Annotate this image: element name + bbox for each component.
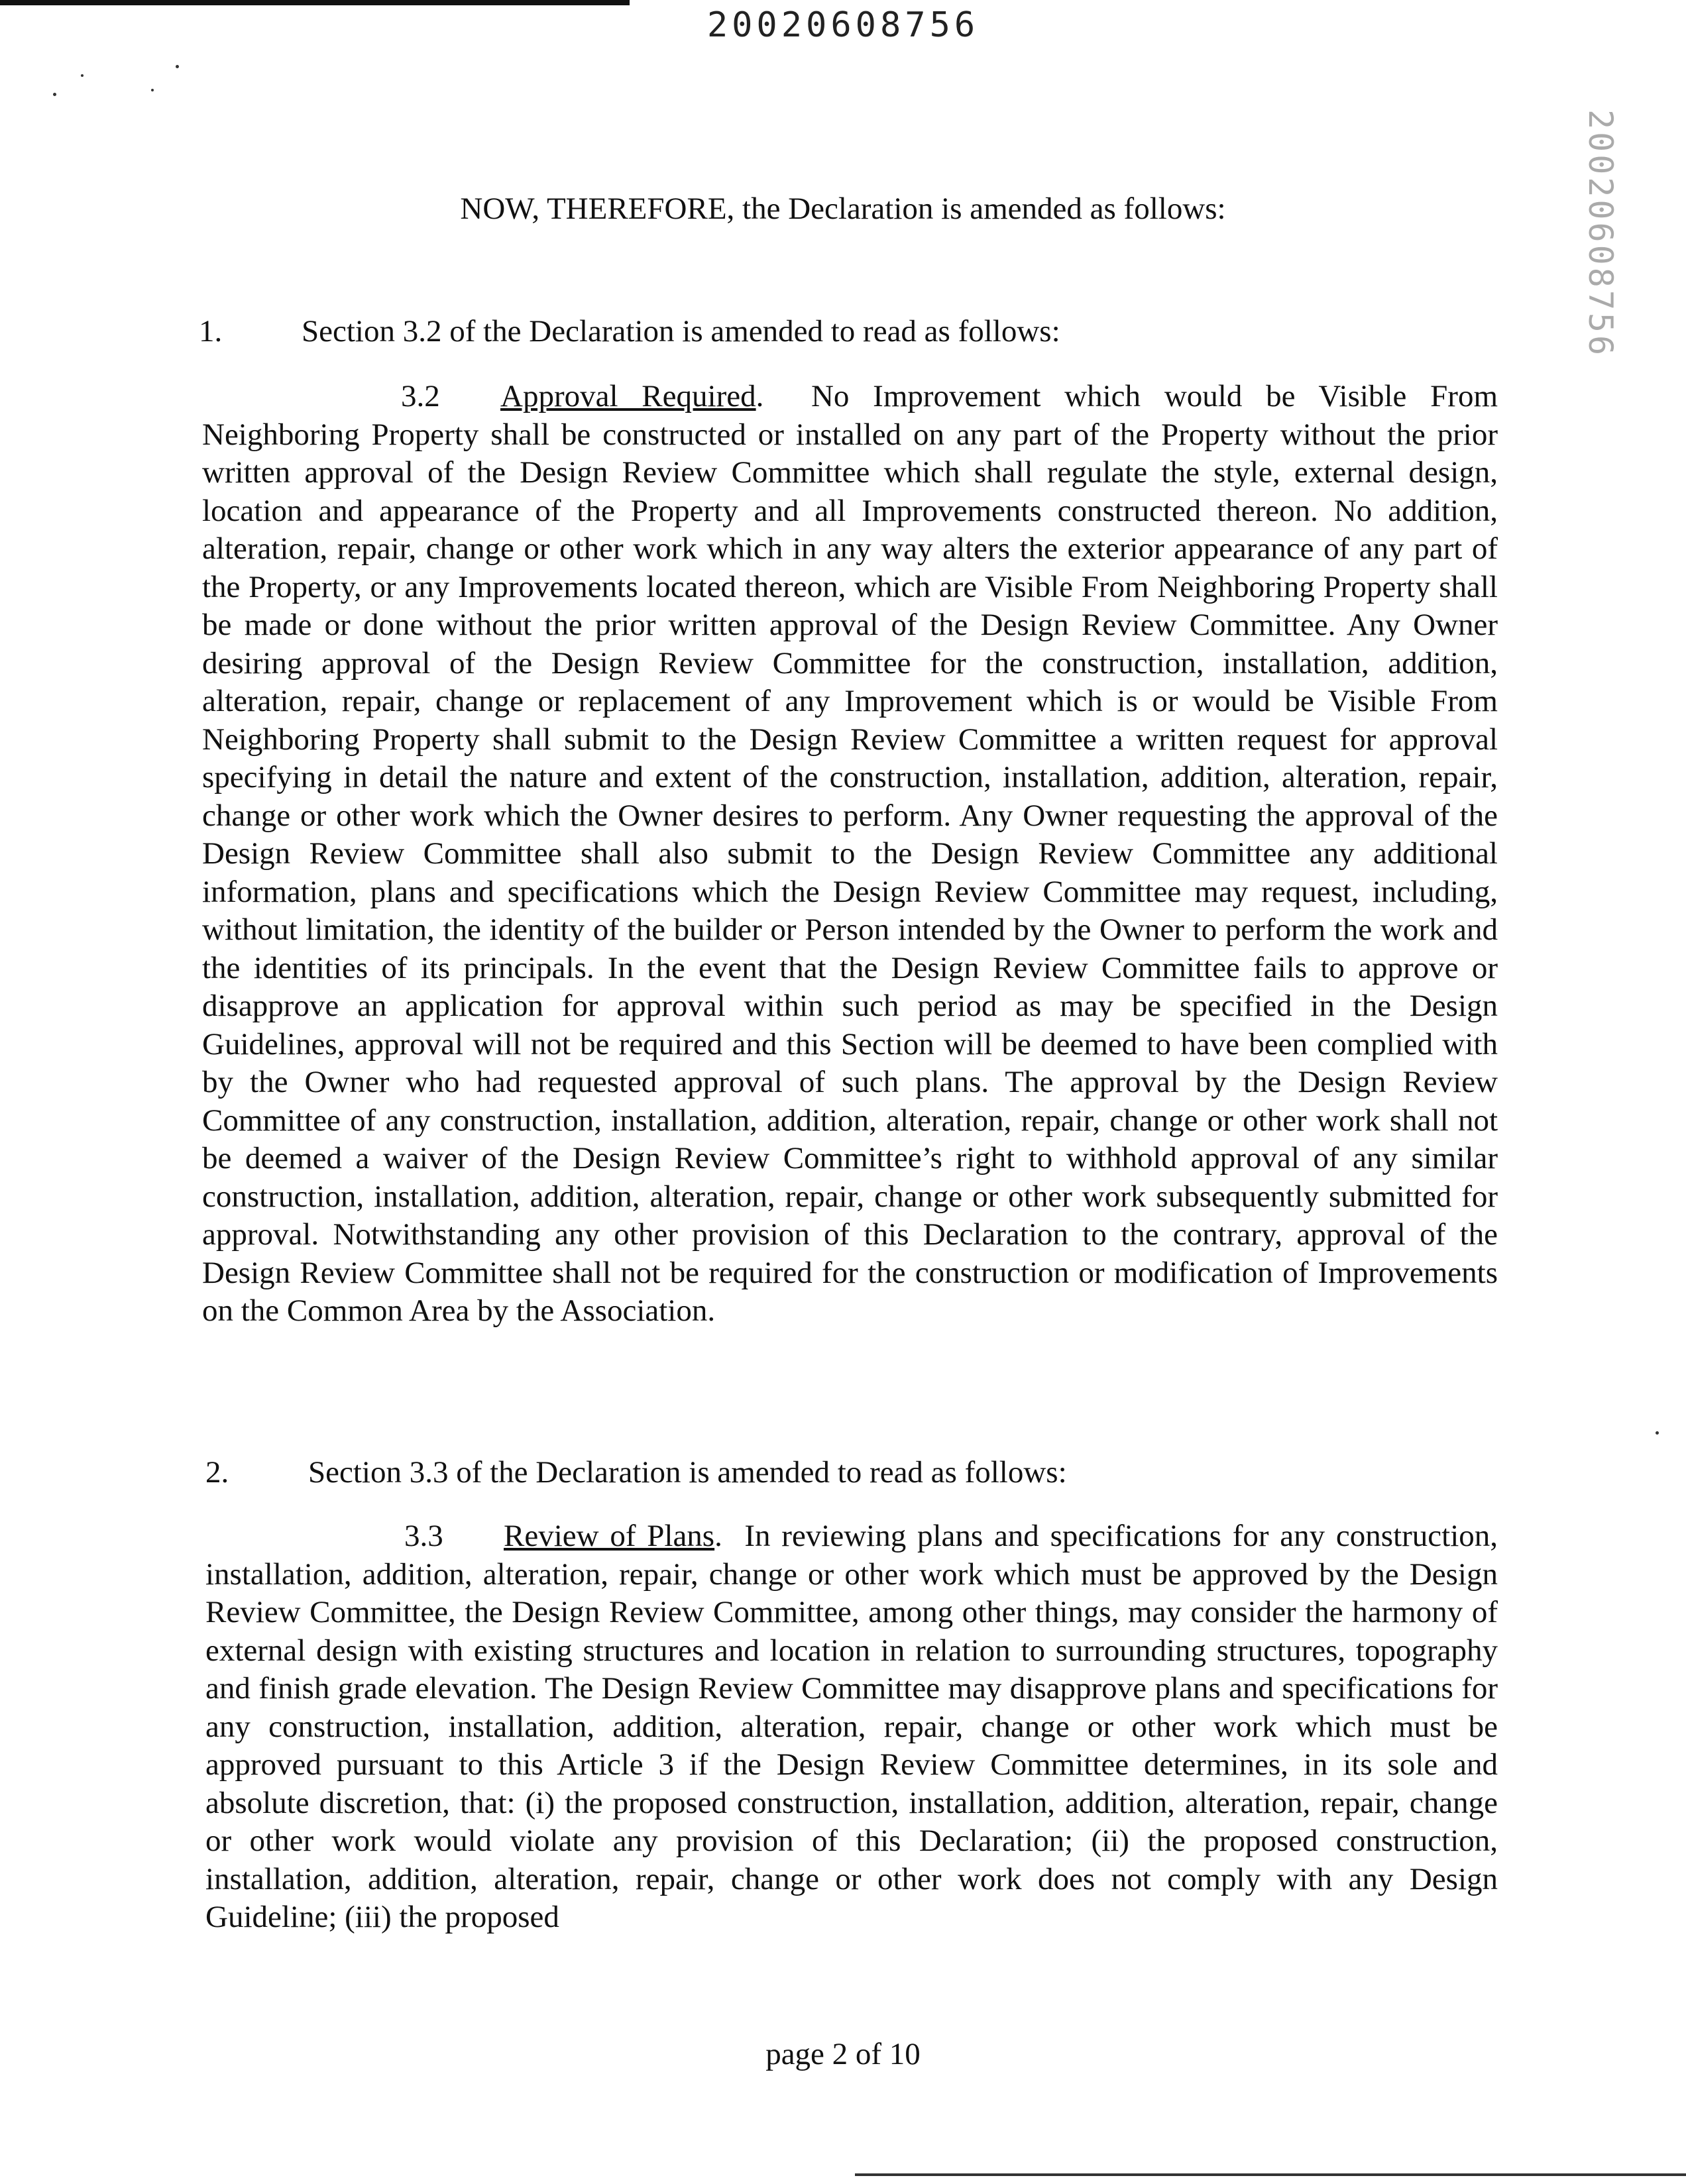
subsection-caption: Review of Plans (504, 1519, 715, 1553)
section-number: 1. (199, 314, 223, 349)
section-body: 3.2 Approval Required. No Improvement which would be Visible From Neighboring Property shall be constructed or installed on any part of the Property without the prior written approval of the Design Review Committee which shall regulate the style, external design, location and appearance of the Property and all Improvements constructed thereon. No addition, alteration, repair, change or other work which in any way alters the exterior appearance of any part of the Property, or any Improvements located thereon, which are Visible From Neighboring Property shall be made or done without the prior written approval of the Design Review Committee. Any Owner desiring approval of the Design Review Committee for the construction, installation, addition, alteration, repair, change or replacement of any Improvement which is or would be Visible From Neighboring Property shall submit to the Design Review Committee a written request for approval specifying in detail the nature and extent of the construction, installation, addition, alteration, repair, change or other work which the Owner desires to perform. Any Owner requesting the approval of the Design Review Committee shall also submit to the Design Review Committee any additional information, plans and specifications which the Design Review Committee may request, including, without limitation, the identity of the builder or Person intended by the Owner to perform the work and the identities of its principals. In the event that the Design Review Committee fails to approve or disapprove an application for approval within such period as may be specified in the Design Guidelines, approval will not be required and this Section will be deemed to have been complied with by the Owner who had requested approval of such plans. The approval by the Design Review Committee of any construction, installation, addition, alteration, repair, change or other work shall not be deemed a waiver of the Design Review Committee’s right to withhold approval of any similar construction, installation, addition, alteration, repair, change or other work subsequently submitted for approval. Notwithstanding any other provision of this Declaration to the contrary, approval of the Design Review Committee shall not be required for the construction or modification of Improvements on the Common Area by the Association. (202, 379, 1498, 1328)
subsection-text: No Improvement which would be Visible From Neighboring Property shall be constructed or installed on any part of the Property without the prior written approval of the Design Review Committee which shall regulate the style, external design, location and appearance of the Property and all Improvements constructed thereon. No addition, alteration, repair, change or other work which in any way alters the exterior appearance of any part of the Property, or any Improvements located thereon, which are Visible From Neighboring Property shall be made or done without the prior written approval of the Design Review Committee. Any Owner desiring approval of the Design Review Committee for the construction, installation, addition, alteration, repair, change or replacement of any Improvement which is or would be Visible From Neighboring Property shall submit to the Design Review Committee a written request for approval specifying in detail the nature and extent of the construction, installation, addition, alteration, repair, change or other work which the Owner desires to perform. Any Owner requesting the approval of the Design Review Committee shall also submit to the Design Review Committee any additional information, plans and specifications which the Design Review Committee may request, including, without limitation, the identity of the builder or Person intended by the Owner to perform the work and the identities of its principals. In the event that the Design Review Committee fails to approve or disapprove an application for approval within such period as may be specified in the Design Guidelines, approval will not be required and this Section will be deemed to have been complied with by the Owner who had requested approval of such plans. The approval by the Design Review Committee of any construction, installation, addition, alteration, repair, change or other work shall not be deemed a waiver of the Design Review Committee’s right to withhold approval of any similar construction, installation, addition, alteration, repair, change or other work subsequently submitted for approval. Notwithstanding any other provision of this Declaration to the contrary, approval of the Design Review Committee shall not be required for the construction or modification of Improvements on the Common Area by the Association. (202, 379, 1498, 1328)
scan-speck (81, 74, 84, 77)
document-number: 20020608756 (706, 5, 980, 45)
top-scan-rule (0, 0, 630, 5)
amendment-intro: NOW, THEREFORE, the Declaration is amended as follows: (460, 191, 1226, 226)
section-heading-text: Section 3.3 of the Declaration is amended to read as follows: (308, 1455, 1067, 1490)
section-heading-text: Section 3.2 of the Declaration is amended to read as follows: (302, 314, 1060, 349)
section-number: 2. (205, 1455, 229, 1490)
scan-speck (53, 93, 56, 96)
scan-speck (151, 89, 154, 91)
scan-speck (176, 65, 179, 68)
subsection-caption: Approval Required (500, 379, 756, 413)
section-heading (199, 311, 1060, 351)
section-heading (205, 1452, 1067, 1492)
section-body: 3.3 Review of Plans. In reviewing plans and specifications for any construction, installation, addition, alteration, repair, change or other work which must be approved by the Design Review Committee, the Design Review Committee, among other things, may consider the harmony of external design with existing structures and location in relation to surrounding structures, topography and finish grade elevation. The Design Review Committee may disapprove plans and specifications for any construction, installation, addition, alteration, repair, change or other work which must be approved pursuant to this Article 3 if the Design Review Committee determines, in its sole and absolute discretion, that: (i) the proposed construction, installation, addition, alteration, repair, change or other work would violate any provision of this Declaration; (ii) the proposed construction, installation, addition, alteration, repair, change or other work does not comply with any Design Guideline; (iii) the proposed (205, 1519, 1498, 1934)
subsection-number: 3.2 (401, 379, 440, 413)
bottom-scan-rule (855, 2173, 1686, 2176)
side-document-stamp: 20020608756 (1581, 109, 1620, 358)
page-number: page 2 of 10 (765, 2037, 921, 2071)
scan-speck (1656, 1431, 1659, 1435)
subsection-text: In reviewing plans and specifications for any construction, installation, addition, alteration, repair, change or other work which must be approved by the Design Review Committee, the Design Review Committee, among other things, may consider the harmony of external design with existing structures and location in relation to surrounding structures, topography and finish grade elevation. The Design Review Committee may disapprove plans and specifications for any construction, installation, addition, alteration, repair, change or other work which must be approved pursuant to this Article 3 if the Design Review Committee determines, in its sole and absolute discretion, that: (i) the proposed construction, installation, addition, alteration, repair, change or other work would violate any provision of this Declaration; (ii) the proposed construction, installation, addition, alteration, repair, change or other work does not comply with any Design Guideline; (iii) the proposed (205, 1519, 1498, 1934)
subsection-number: 3.3 (404, 1519, 443, 1553)
